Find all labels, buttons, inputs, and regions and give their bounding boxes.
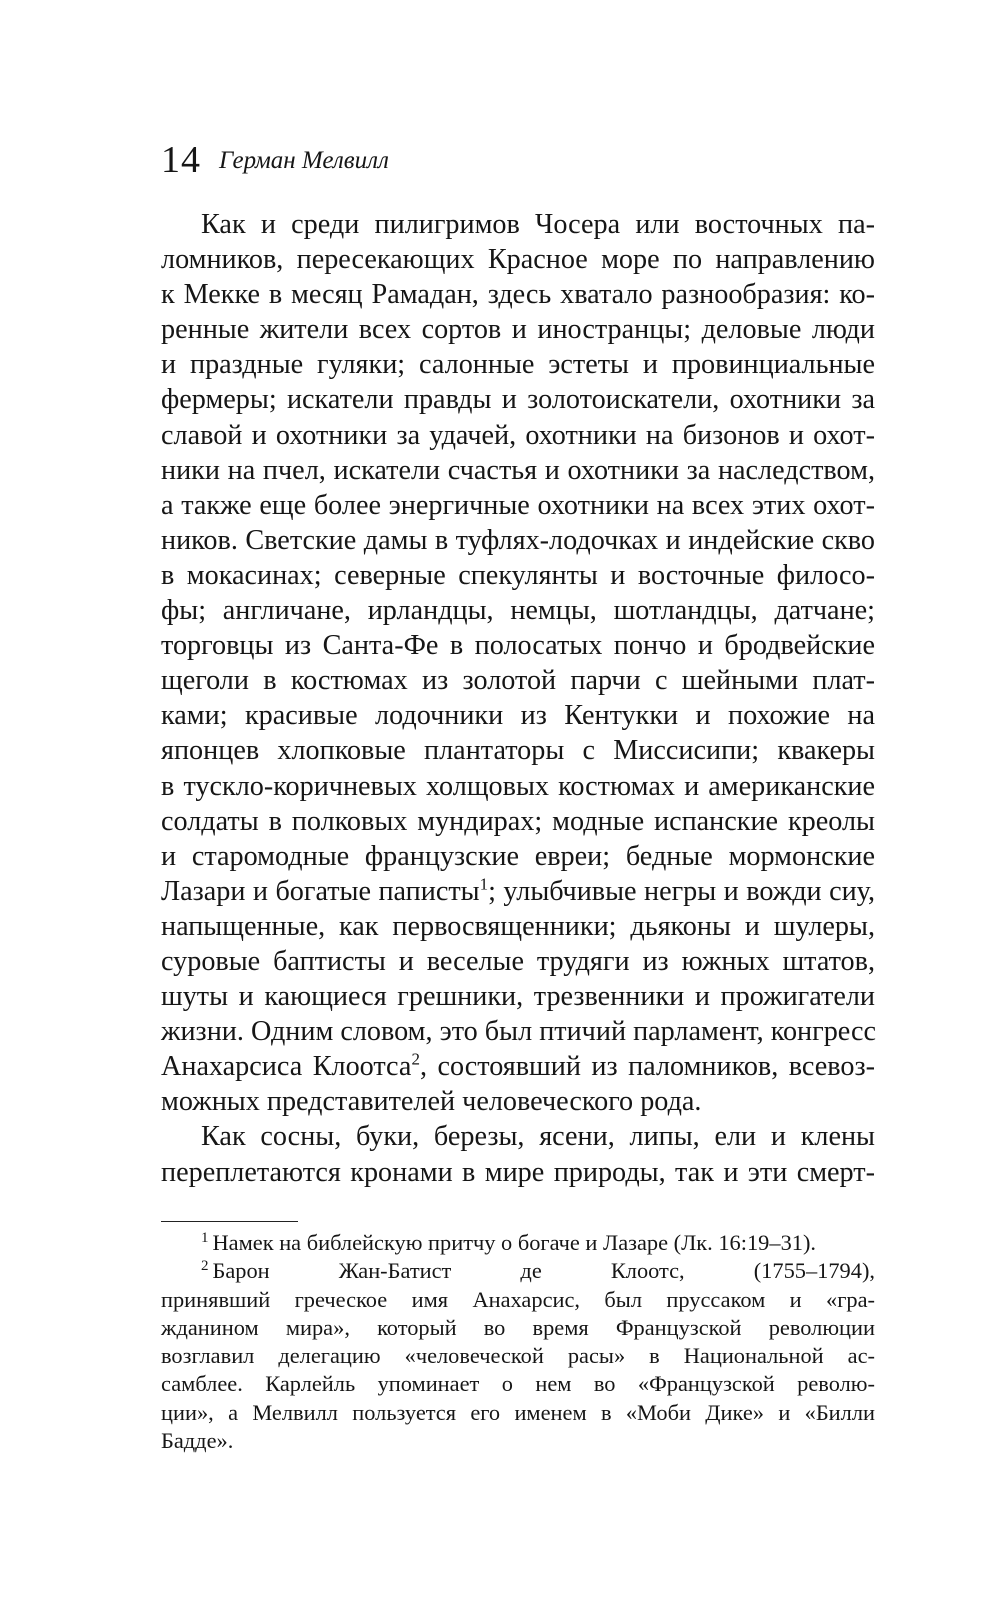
footnote-line: ции», а Мелвилл пользуется его именем в «Моби Дике» и «Билли (161, 1399, 875, 1425)
text-line: ников. Светские дамы в туфлях-лодочках и индейские скво (161, 524, 875, 556)
footnote-mark: 2 (201, 1257, 209, 1274)
text-line: ками; красивые лодочники из Кентукки и похожие на (161, 700, 875, 732)
footnote-text: Намек на библейскую притчу о богаче и Лазаре (Лк. 16:19–31). (212, 1230, 817, 1255)
footnote-line: самблее. Карлейль упоминает о нем во «Французской револю- (161, 1371, 875, 1397)
text-line: ренные жители всех сортов и иностранцы; деловые люди (161, 314, 875, 346)
text-line: Как сосны, буки, березы, ясени, липы, ели и клены (201, 1121, 875, 1153)
running-head-author: Герман Мелвилл (219, 147, 389, 174)
text-line: и праздные гуляки; салонные эстеты и провинциальные (161, 349, 875, 381)
text-line: и старомодные французские евреи; бедные мормонские (161, 840, 875, 872)
text-line: в тускло-коричневых холщовых костюмах и американские (161, 770, 875, 802)
text-line: можных представителей человеческого рода. (161, 1086, 702, 1118)
text-line: ломников, пересекающих Красное море по направлению (161, 244, 875, 276)
footnote-text: Барон Жан-Батист де Клоотс, (1755–1794), (212, 1258, 875, 1284)
text-segment: , состоявший из паломников, всевоз- (419, 1051, 876, 1083)
text-line: фы; англичане, ирландцы, немцы, шотландцы, датчане; (161, 595, 875, 627)
footnote-2 (161, 1257, 875, 1285)
footnote-reference: 1 (479, 874, 489, 894)
footnote-line: жданином мира», который во время Французской революции (161, 1314, 875, 1340)
footnote-1 (161, 1229, 875, 1257)
text-line: Как и среди пилигримов Чосера или восточных па- (201, 209, 875, 240)
text-line: фермеры; искатели правды и золотоискатели, охотники за (161, 384, 875, 416)
text-line: японцев хлопковые плантаторы с Миссисипи; квакеры (161, 735, 875, 767)
footnote-mark: 1 (201, 1229, 209, 1246)
footnote-line: Бадде». (161, 1428, 234, 1454)
text-line: переплетаются кронами в мире природы, так и эти смерт- (161, 1156, 875, 1188)
main-text (161, 207, 875, 1190)
running-head (161, 138, 389, 182)
text-segment: Анахарсиса Клоотса (161, 1051, 412, 1083)
page-number: 14 (161, 139, 201, 181)
text-line: славой и охотники за удачей, охотники на бизонов и охот- (161, 419, 875, 451)
footnote-divider (161, 1221, 298, 1222)
text-line: а также еще более энергичные охотники на всех этих охот- (161, 489, 875, 521)
text-line-with-footnote-ref (161, 874, 875, 909)
text-line: щеголи в костюмах из золотой парчи с шейными плат- (161, 665, 875, 697)
text-segment: ; улыбчивые негры и вожди сиу, (488, 875, 875, 907)
text-line: шуты и кающиеся грешники, трезвенники и прожигатели (161, 981, 875, 1013)
footnote-reference: 2 (411, 1049, 420, 1069)
footnote-line: принявший греческое имя Анахарсис, был пруссаком и «гра- (161, 1286, 875, 1312)
text-line: к Мекке в месяц Рамадан, здесь хватало разнообразия: ко- (161, 279, 875, 311)
footnote-line: возглавил делегацию «человеческой расы» в Национальной ас- (161, 1343, 875, 1369)
text-line-with-footnote-ref (161, 1049, 875, 1084)
text-line: напыщенные, как первосвященники; дьяконы и шулеры, (161, 910, 875, 942)
text-line: солдаты в полковых мундирах; модные испанские креолы (161, 805, 875, 837)
text-line: жизни. Одним словом, это был птичий парламент, конгресс (161, 1016, 877, 1048)
text-line: торговцы из Санта-Фе в полосатых пончо и бродвейские (161, 630, 875, 662)
text-line: суровые баптисты и веселые трудяги из южных штатов, (161, 945, 875, 977)
text-line: ники на пчел, искатели счастья и охотники за наследством, (161, 454, 875, 486)
footnotes (161, 1229, 875, 1455)
text-segment: Лазари и богатые паписты (161, 875, 480, 907)
text-line: в мокасинах; северные спекулянты и восточные филосо- (161, 559, 875, 591)
